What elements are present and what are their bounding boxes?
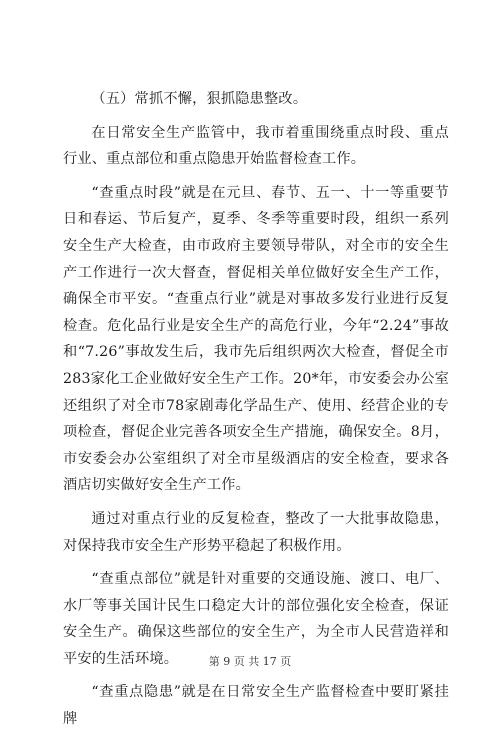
paragraph-key-locations: “查重点部位”就是针对重要的交通设施、渡口、电厂、水厂等事关国计民生口稳定大计的部位强化安全检查，保证安全生产。确保这些部位的安全生产，为全市人民营造祥和平安的生活环境。: [63, 571, 449, 667]
paragraph-intro: 在日常安全生产监管中，我市着重围绕重点时段、重点行业、重点部位和重点隐患开始监督检查工作。: [63, 124, 449, 168]
paragraph-key-hazards: “查重点隐患”就是在日常安全生产监督检查中要盯紧挂牌: [63, 684, 449, 728]
section-heading: （五）常抓不懈，狠抓隐患整改。: [91, 91, 308, 107]
page-number-footer: 第 9 页 共 17 页: [208, 655, 292, 668]
paragraph-results: 通过对重点行业的反复检查，整改了一大批事故隐患，对保持我市安全生产形势平稳起了积极作用。: [63, 510, 449, 554]
paragraph-key-periods-industries: “查重点时段”就是在元旦、春节、五一、十一等重要节日和春运、节后复产，夏季、冬季等重要时段，组织一系列安全生产大检查，由市政府主要领导带队，对全市的安全生产工作进行一次大督查，督促相关单位做好安全生产工作，确保全市平安。“查重点行业”就是对事故多发行业进行反复检查。危化品行业是安全生产的高危行业，今年“2.24”事故和“7.26”事故发生后，我市先后组织两次大检查，督促全市283家化工企业做好安全生产工作。20*年，市安委会办公室还组织了对全市78家剧毒化学品生产、使用、经营企业的专项检查，督促企业完善各项安全生产措施，确保安全。8月，市安委会办公室组织了对全市星级酒店的安全检查，要求各酒店切实做好安全生产工作。: [63, 184, 449, 494]
body-text: [63, 86, 449, 740]
